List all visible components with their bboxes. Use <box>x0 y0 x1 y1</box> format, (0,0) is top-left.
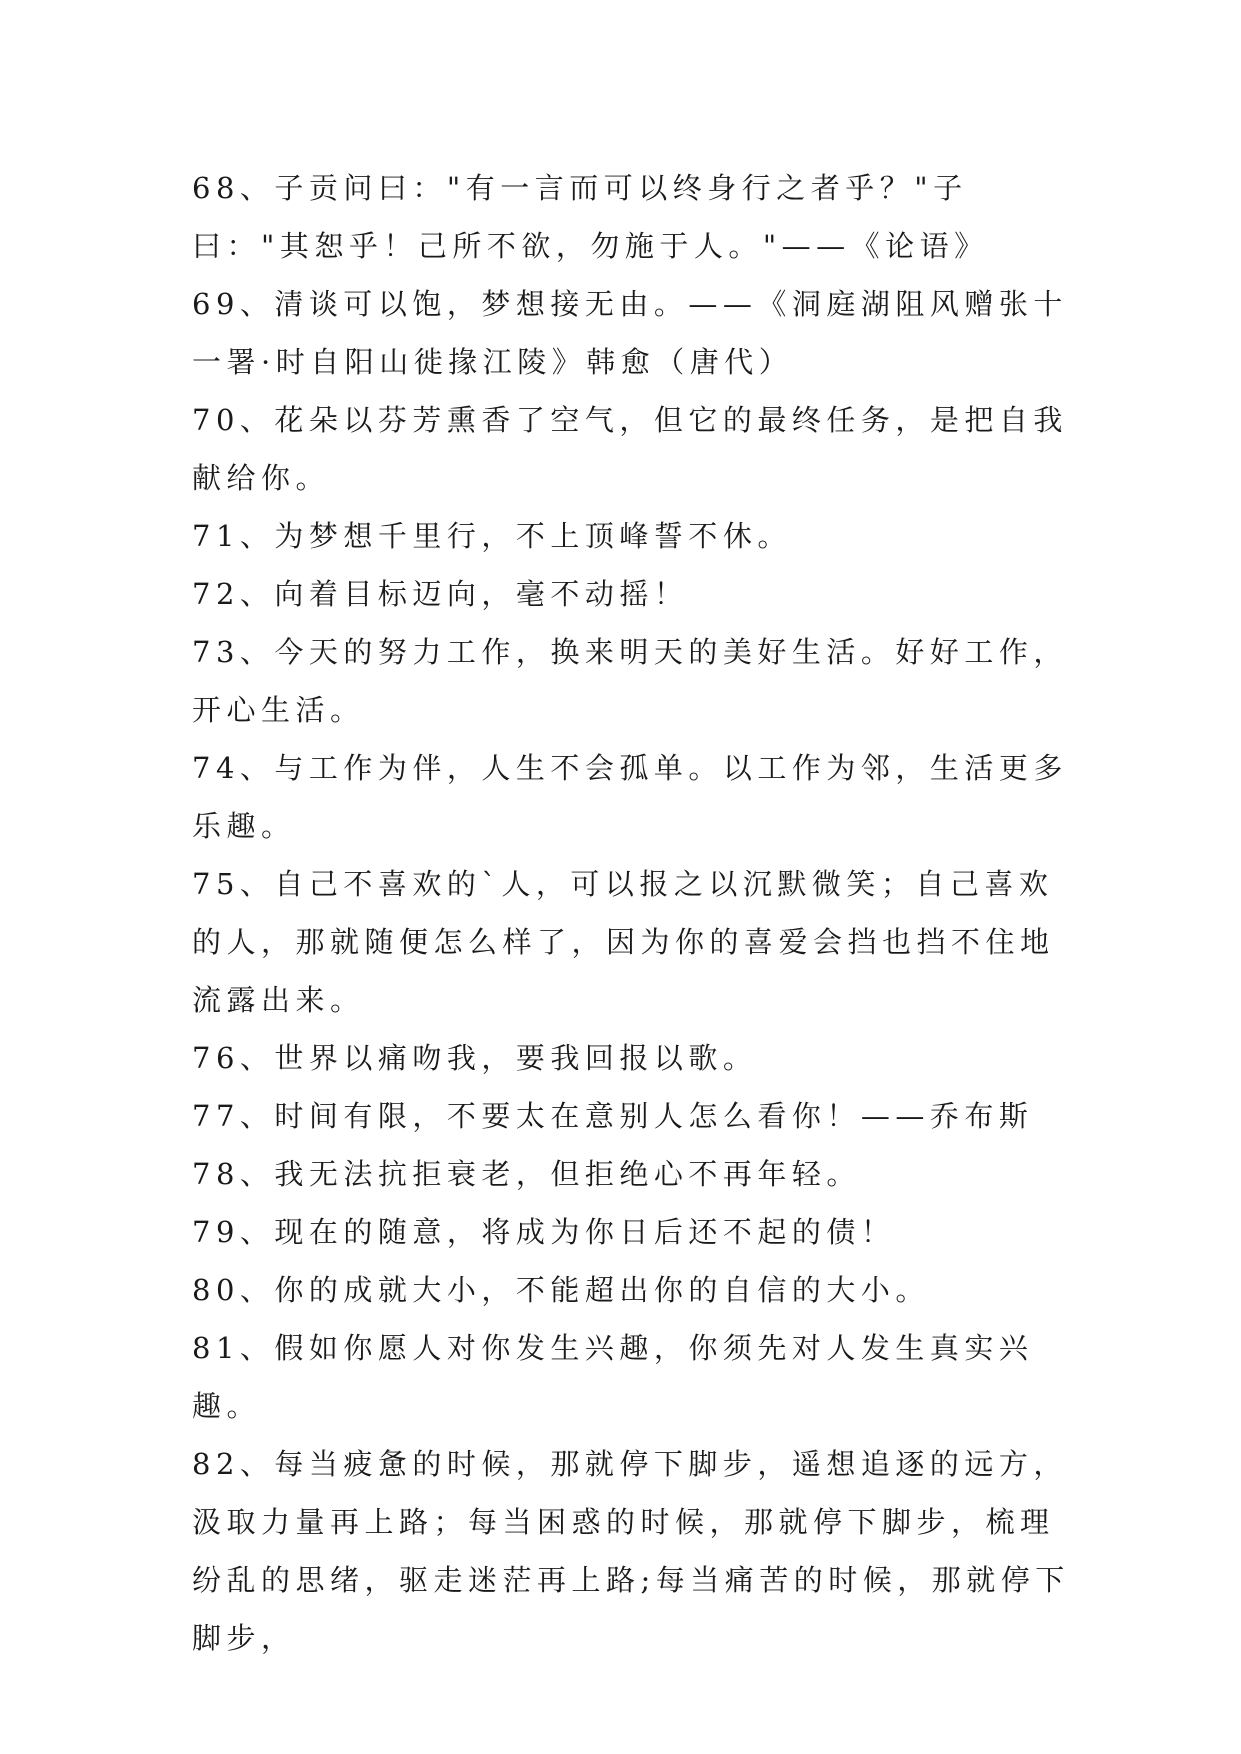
paragraph-77: 77、时间有限，不要太在意别人怎么看你！——乔布斯 <box>192 1099 1034 1133</box>
paragraph-71: 71、为梦想千里行，不上顶峰誓不休。 <box>192 519 792 553</box>
paragraph-69: 69、清谈可以饱，梦想接无由。——《洞庭湖阻风赠张十一署·时自阳山徙掾江陵》韩愈（唐代） <box>192 287 1068 379</box>
paragraph-76: 76、世界以痛吻我，要我回报以歌。 <box>192 1041 758 1075</box>
paragraph-75: 75、自己不喜欢的`人，可以报之以沉默微笑；自己喜欢的人，那就随便怎么样了，因为你的喜爱会挡也挡不住地流露出来。 <box>192 867 1055 1017</box>
paragraph-74: 74、与工作为伴，人生不会孤单。以工作为邻，生活更多乐趣。 <box>192 751 1068 843</box>
paragraph-80: 80、你的成就大小，不能超出你的自信的大小。 <box>192 1273 930 1307</box>
paragraph-68: 68、子贡问曰："有一言而可以终身行之者乎？"子曰："其恕乎！己所不欲，勿施于人。"——《论语》 <box>192 171 989 263</box>
paragraph-79: 79、现在的随意，将成为你日后还不起的债！ <box>192 1215 896 1249</box>
paragraph-82: 82、每当疲惫的时候，那就停下脚步，遥想追逐的远方，汲取力量再上路；每当困惑的时候，那就停下脚步，梳理纷乱的思绪，驱走迷茫再上路;每当痛苦的时候，那就停下脚步， <box>192 1447 1070 1655</box>
document-body <box>192 159 1072 1667</box>
paragraph-81: 81、假如你愿人对你发生兴趣，你须先对人发生真实兴趣。 <box>192 1331 1034 1423</box>
paragraph-72: 72、向着目标迈向，毫不动摇！ <box>192 577 689 611</box>
paragraph-73: 73、今天的努力工作，换来明天的美好生活。好好工作，开心生活。 <box>192 635 1068 727</box>
paragraph-70: 70、花朵以芬芳熏香了空气，但它的最终任务，是把自我献给你。 <box>192 403 1068 495</box>
paragraph-78: 78、我无法抗拒衰老，但拒绝心不再年轻。 <box>192 1157 861 1191</box>
